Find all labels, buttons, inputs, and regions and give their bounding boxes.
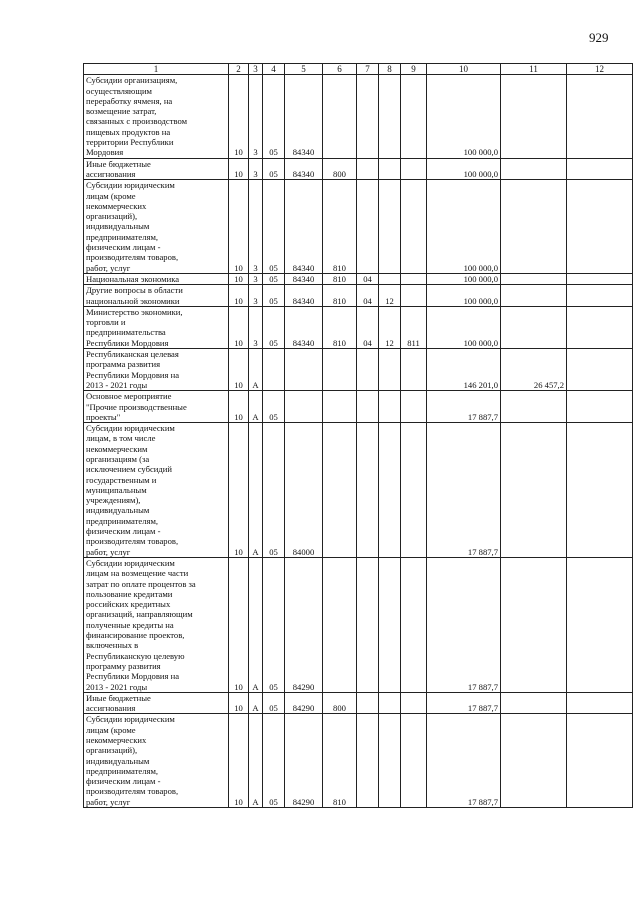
column-header: 6 — [323, 64, 357, 75]
amount-col-10: 17 887,7 — [427, 391, 501, 423]
page-number: 929 — [589, 30, 609, 45]
code-col-6: 810 — [323, 273, 357, 284]
table-row — [84, 714, 633, 808]
code-col-6: 800 — [323, 158, 357, 180]
code-col-3: А — [249, 349, 263, 391]
amount-col-10: 100 000,0 — [427, 75, 501, 158]
amount-col-12 — [567, 180, 633, 274]
amount-col-12 — [567, 349, 633, 391]
amount-col-11 — [501, 692, 567, 714]
row-description: Министерство экономики, торговли и предпринимательства Республики Мордовия — [84, 306, 229, 348]
amount-col-11 — [501, 273, 567, 284]
amount-col-12 — [567, 423, 633, 558]
column-header: 2 — [229, 64, 249, 75]
code-col-9 — [401, 692, 427, 714]
code-col-2: 10 — [229, 285, 249, 307]
amount-col-10: 17 887,7 — [427, 692, 501, 714]
code-col-2: 10 — [229, 557, 249, 692]
code-col-2: 10 — [229, 349, 249, 391]
code-col-6: 810 — [323, 306, 357, 348]
code-col-5: 84290 — [285, 714, 323, 808]
code-col-8 — [379, 180, 401, 274]
column-header: 1 — [84, 64, 229, 75]
amount-col-12 — [567, 273, 633, 284]
code-col-5: 84340 — [285, 75, 323, 158]
code-col-4: 05 — [263, 423, 285, 558]
amount-col-10: 17 887,7 — [427, 423, 501, 558]
code-col-7: 04 — [357, 273, 379, 284]
code-col-5: 84340 — [285, 180, 323, 274]
code-col-5 — [285, 349, 323, 391]
code-col-8 — [379, 714, 401, 808]
code-col-7 — [357, 557, 379, 692]
amount-col-11 — [501, 714, 567, 808]
code-col-6 — [323, 391, 357, 423]
column-header: 4 — [263, 64, 285, 75]
code-col-9: 811 — [401, 306, 427, 348]
row-description: Иные бюджетные ассигнования — [84, 692, 229, 714]
amount-col-12 — [567, 75, 633, 158]
code-col-3: 3 — [249, 75, 263, 158]
code-col-6 — [323, 557, 357, 692]
code-col-3: 3 — [249, 273, 263, 284]
code-col-8 — [379, 349, 401, 391]
amount-col-11 — [501, 391, 567, 423]
row-description: Субсидии организациям, осуществляющим переработку ячменя, на возмещение затрат, связанных с производством пищевых продуктов на территории Республики Мордовия — [84, 75, 229, 158]
code-col-9 — [401, 349, 427, 391]
code-col-7: 04 — [357, 306, 379, 348]
row-description: Субсидии юридическим лицам на возмещение части затрат по оплате процентов за пользование кредитами российских кредитных организаций, направляющим полученные кредиты на финансирование проектов, включенных в Республиканскую целевую программу развития Республики Мордовия на 2013 - 2021 годы — [84, 557, 229, 692]
header-row — [84, 64, 633, 75]
amount-col-12 — [567, 714, 633, 808]
code-col-5 — [285, 391, 323, 423]
code-col-7 — [357, 158, 379, 180]
code-col-8: 12 — [379, 306, 401, 348]
amount-col-10: 17 887,7 — [427, 714, 501, 808]
code-col-9 — [401, 180, 427, 274]
amount-col-11: 26 457,2 — [501, 349, 567, 391]
code-col-5: 84340 — [285, 306, 323, 348]
code-col-3: А — [249, 423, 263, 558]
code-col-5: 84000 — [285, 423, 323, 558]
table-row — [84, 423, 633, 558]
row-description: Другие вопросы в области национальной экономики — [84, 285, 229, 307]
code-col-6: 810 — [323, 285, 357, 307]
code-col-9 — [401, 273, 427, 284]
code-col-4: 05 — [263, 306, 285, 348]
code-col-9 — [401, 714, 427, 808]
amount-col-10: 17 887,7 — [427, 557, 501, 692]
code-col-2: 10 — [229, 180, 249, 274]
code-col-3: 3 — [249, 158, 263, 180]
code-col-5: 84340 — [285, 285, 323, 307]
column-header: 3 — [249, 64, 263, 75]
code-col-5: 84340 — [285, 158, 323, 180]
code-col-4 — [263, 349, 285, 391]
code-col-9 — [401, 391, 427, 423]
code-col-8 — [379, 158, 401, 180]
code-col-7 — [357, 391, 379, 423]
code-col-4: 05 — [263, 391, 285, 423]
code-col-7 — [357, 349, 379, 391]
code-col-9 — [401, 285, 427, 307]
column-header: 7 — [357, 64, 379, 75]
code-col-9 — [401, 158, 427, 180]
amount-col-11 — [501, 158, 567, 180]
column-header: 12 — [567, 64, 633, 75]
code-col-7 — [357, 180, 379, 274]
table-row — [84, 75, 633, 158]
table-row — [84, 692, 633, 714]
code-col-3: А — [249, 391, 263, 423]
code-col-4: 05 — [263, 285, 285, 307]
code-col-5: 84290 — [285, 557, 323, 692]
code-col-4: 05 — [263, 180, 285, 274]
code-col-7 — [357, 692, 379, 714]
code-col-6 — [323, 75, 357, 158]
code-col-3: А — [249, 692, 263, 714]
amount-col-10: 100 000,0 — [427, 285, 501, 307]
column-header: 5 — [285, 64, 323, 75]
code-col-6: 810 — [323, 714, 357, 808]
amount-col-12 — [567, 158, 633, 180]
amount-col-12 — [567, 557, 633, 692]
code-col-3: 3 — [249, 285, 263, 307]
table-row — [84, 391, 633, 423]
code-col-6: 810 — [323, 180, 357, 274]
amount-col-11 — [501, 75, 567, 158]
table-row — [84, 306, 633, 348]
table-row — [84, 349, 633, 391]
amount-col-11 — [501, 180, 567, 274]
code-col-2: 10 — [229, 273, 249, 284]
code-col-8 — [379, 391, 401, 423]
row-description: Субсидии юридическим лицам, в том числе некоммерческим организациям (за исключением субсидий государственным и муниципальным учреждениям), индивидуальным предпринимателям, физическим лицам - производителям товаров, работ, услуг — [84, 423, 229, 558]
code-col-8 — [379, 423, 401, 558]
code-col-2: 10 — [229, 306, 249, 348]
row-description: Основное мероприятие "Прочие производственные проекты" — [84, 391, 229, 423]
code-col-8 — [379, 557, 401, 692]
code-col-7 — [357, 75, 379, 158]
row-description: Национальная экономика — [84, 273, 229, 284]
code-col-8: 12 — [379, 285, 401, 307]
code-col-7 — [357, 714, 379, 808]
amount-col-12 — [567, 692, 633, 714]
amount-col-10: 100 000,0 — [427, 306, 501, 348]
table-row — [84, 158, 633, 180]
amount-col-12 — [567, 285, 633, 307]
row-description: Республиканская целевая программа развития Республики Мордовия на 2013 - 2021 годы — [84, 349, 229, 391]
column-header: 9 — [401, 64, 427, 75]
code-col-6 — [323, 349, 357, 391]
code-col-7: 04 — [357, 285, 379, 307]
code-col-2: 10 — [229, 158, 249, 180]
column-header: 10 — [427, 64, 501, 75]
table-row — [84, 557, 633, 692]
code-col-6: 800 — [323, 692, 357, 714]
code-col-5: 84290 — [285, 692, 323, 714]
code-col-9 — [401, 557, 427, 692]
row-description: Субсидии юридическим лицам (кроме некоммерческих организаций), индивидуальным предпринимателям, физическим лицам - производителям товаров, работ, услуг — [84, 714, 229, 808]
row-description: Субсидии юридическим лицам (кроме некоммерческих организаций), индивидуальным предпринимателям, физическим лицам - производителям товаров, работ, услуг — [84, 180, 229, 274]
code-col-4: 05 — [263, 273, 285, 284]
code-col-9 — [401, 423, 427, 558]
code-col-4: 05 — [263, 557, 285, 692]
table-row — [84, 180, 633, 274]
code-col-3: А — [249, 557, 263, 692]
code-col-4: 05 — [263, 714, 285, 808]
code-col-2: 10 — [229, 714, 249, 808]
table-row — [84, 285, 633, 307]
column-header: 11 — [501, 64, 567, 75]
code-col-5: 84340 — [285, 273, 323, 284]
amount-col-12 — [567, 306, 633, 348]
amount-col-10: 100 000,0 — [427, 158, 501, 180]
amount-col-10: 100 000,0 — [427, 273, 501, 284]
amount-col-12 — [567, 391, 633, 423]
code-col-2: 10 — [229, 391, 249, 423]
amount-col-11 — [501, 306, 567, 348]
code-col-8 — [379, 692, 401, 714]
column-header: 8 — [379, 64, 401, 75]
row-description: Иные бюджетные ассигнования — [84, 158, 229, 180]
code-col-9 — [401, 75, 427, 158]
code-col-8 — [379, 75, 401, 158]
code-col-3: 3 — [249, 180, 263, 274]
amount-col-11 — [501, 557, 567, 692]
code-col-3: А — [249, 714, 263, 808]
code-col-2: 10 — [229, 692, 249, 714]
amount-col-10: 146 201,0 — [427, 349, 501, 391]
code-col-2: 10 — [229, 423, 249, 558]
code-col-6 — [323, 423, 357, 558]
budget-table — [83, 63, 633, 808]
table-row — [84, 273, 633, 284]
code-col-4: 05 — [263, 692, 285, 714]
code-col-2: 10 — [229, 75, 249, 158]
code-col-3: 3 — [249, 306, 263, 348]
amount-col-11 — [501, 423, 567, 558]
amount-col-11 — [501, 285, 567, 307]
code-col-4: 05 — [263, 158, 285, 180]
code-col-8 — [379, 273, 401, 284]
amount-col-10: 100 000,0 — [427, 180, 501, 274]
code-col-4: 05 — [263, 75, 285, 158]
code-col-7 — [357, 423, 379, 558]
